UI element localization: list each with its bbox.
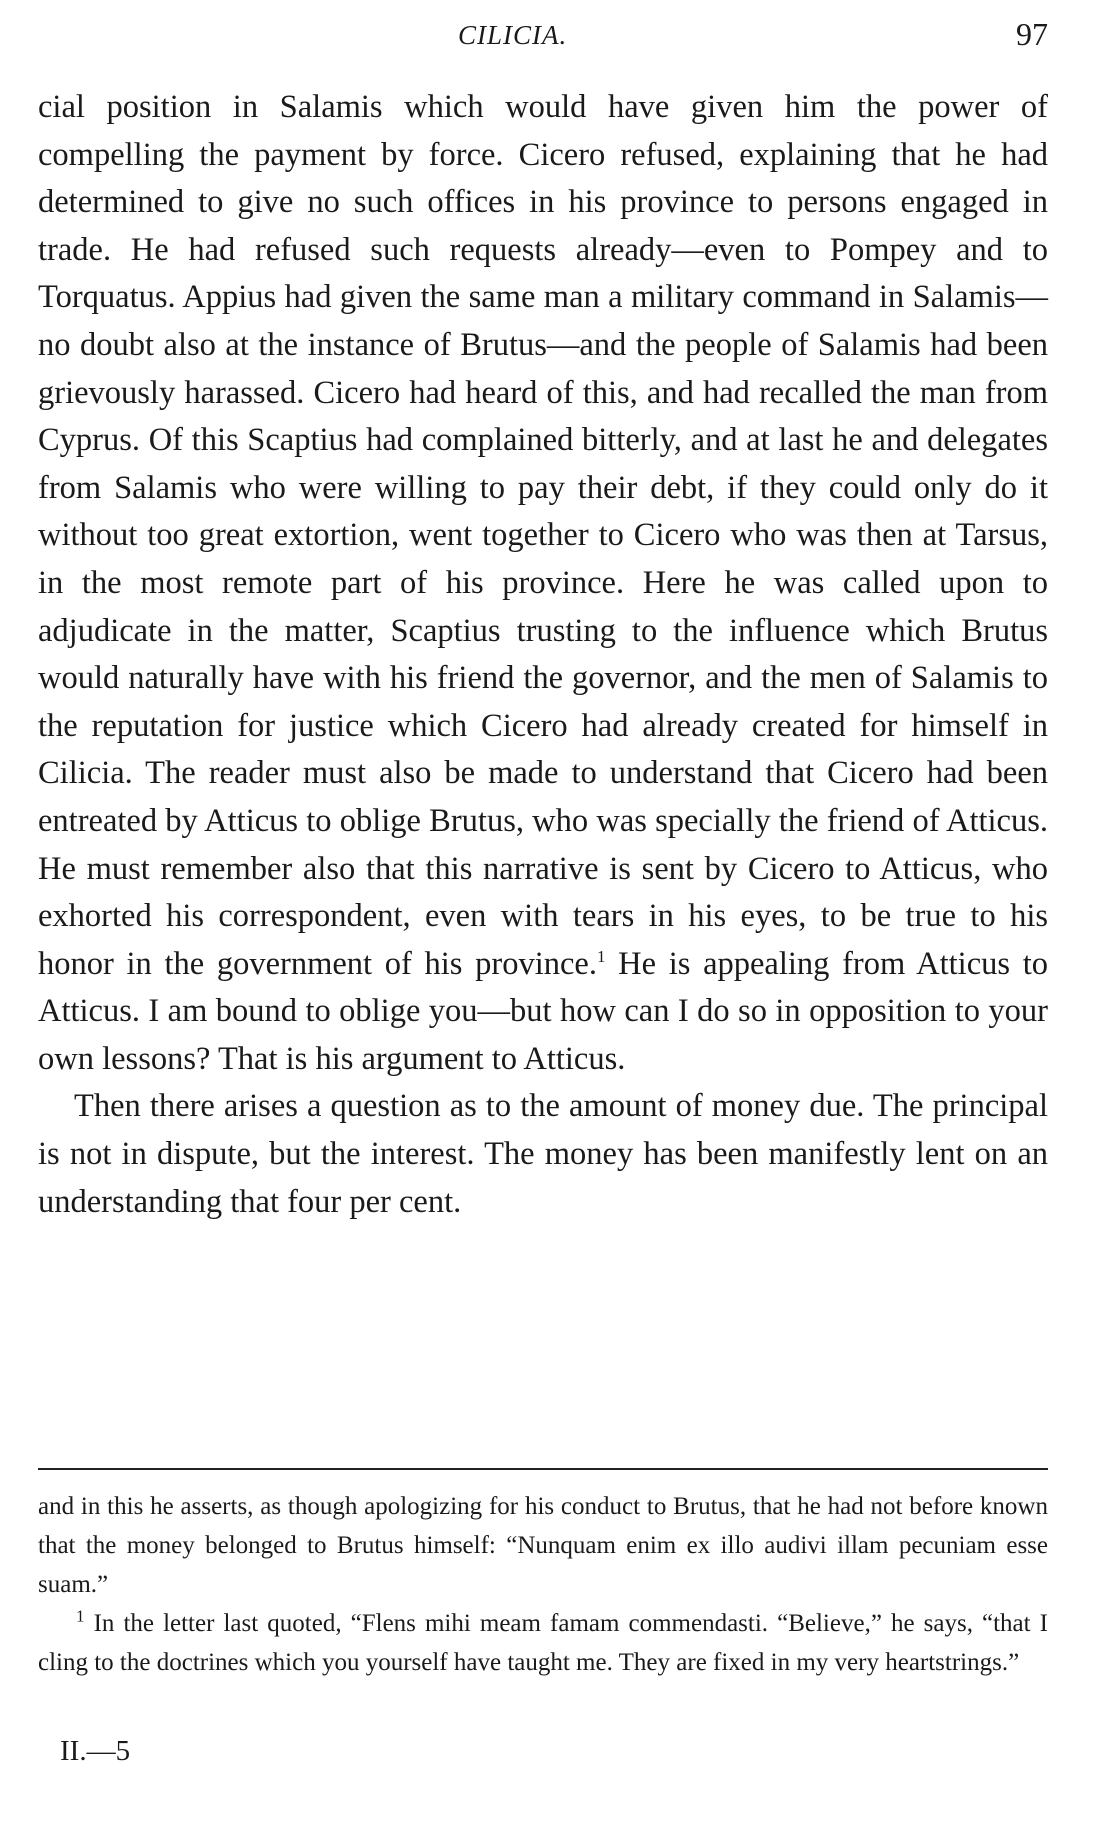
footnotes	[38, 1487, 1048, 1682]
signature-mark: II.—5	[60, 1735, 131, 1767]
footnote-divider	[38, 1468, 1048, 1470]
paragraph-1-text: cial position in Salamis which would have given him the power of compelling the payment by force. Cicero refused, explaining that he had determined to give no such offices in his province to persons engaged in trade. He had refused such requests already—even to Pompey and to Torquatus. Appius had given the same man a military command in Salamis—no doubt also at the instance of Brutus—and the people of Salamis had been grievously harassed. Cicero had heard of this, and had recalled the man from Cyprus. Of this Scaptius had complained bitterly, and at last he and delegates from Salamis who were willing to pay their debt, if they could only do it without too great extortion, went together to Cicero who was then at Tarsus, in the most remote part of his province. Here he was called upon to adjudicate in the matter, Scaptius trusting to the influence which Brutus would naturally have with his friend the governor, and the men of Salamis to the reputation for justice which Cicero had already created for himself in Cilicia. The reader must also be made to understand that Cicero had been entreated by Atticus to oblige Brutus, who was specially the friend of Atticus. He must remember also that this narrative is sent by Cicero to Atticus, who exhorted his correspondent, even with tears in his eyes, to be true to his honor in the government of his province.	[38, 89, 1048, 982]
paragraph-2: Then there arises a question as to the amount of money due. The principal is not in dispute, but the interest. The money has been manifestly lent on an understanding that four per cent.	[38, 1088, 1048, 1220]
page-number: 97	[1016, 16, 1048, 52]
running-head	[38, 16, 1048, 56]
footnote-1-text: In the letter last quoted, “Flens mihi meam famam commendasti. “Believe,” he says, “that I cling to the doctrines which you yourself have taught me. They are fixed in my very heartstrings.”	[38, 1610, 1048, 1676]
main-text	[38, 84, 1048, 1226]
running-title: CILICIA.	[458, 20, 568, 50]
footnote-marker: 1	[76, 1606, 85, 1626]
paragraph-1	[38, 84, 1048, 1083]
footnote-continued: and in this he asserts, as though apologizing for his conduct to Brutus, that he had not before known that the money belonged to Brutus himself: “Nunquam enim ex illo audivi illam pecuniam esse suam.”	[38, 1493, 1048, 1598]
book-page	[38, 0, 1048, 1833]
paragraph-1-text-end: He is appealing from Atticus to Atticus. I am bound to oblige you—but how can I do so in opposition to your own lessons? That is his argument to Atticus.	[38, 945, 1048, 1077]
footnote-1	[38, 1604, 1048, 1682]
footnote-reference[interactable]: 1	[596, 946, 606, 966]
